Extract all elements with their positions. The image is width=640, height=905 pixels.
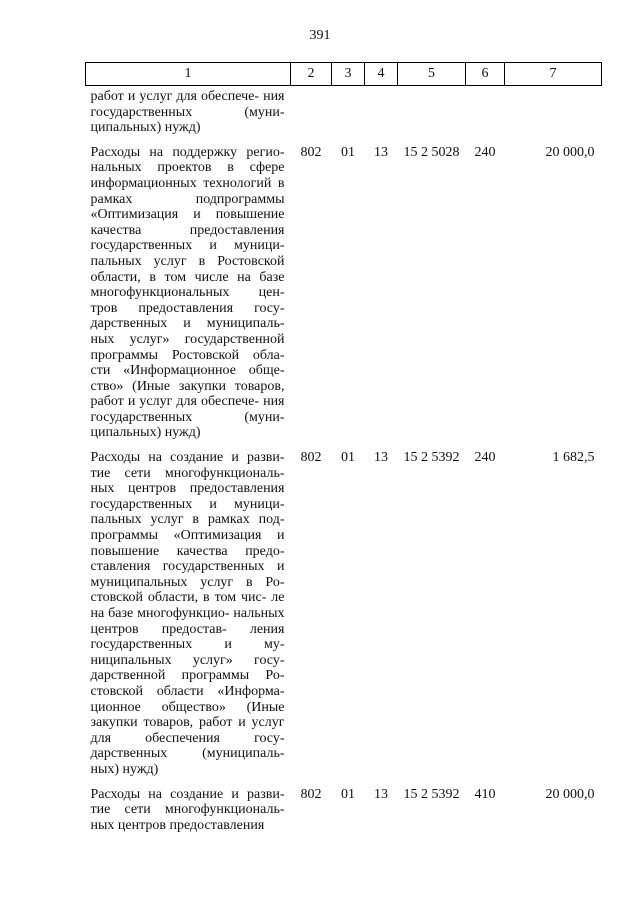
table-body	[86, 86, 602, 834]
row-col-5	[398, 86, 466, 136]
row-col-5: 15 2 5392	[403, 450, 460, 466]
column-header-5: 5	[398, 63, 466, 86]
row-col-6	[466, 86, 505, 136]
row-description: работ и услуг для обеспече- ния государственных (муни- ципальных) нужд)	[90, 89, 285, 136]
table-row	[86, 441, 602, 777]
budget-table	[85, 62, 602, 833]
row-col-3: 01	[341, 450, 355, 466]
header-row	[86, 63, 602, 86]
page-number: 391	[309, 28, 331, 43]
row-col-3	[332, 86, 365, 136]
row-col-5: 15 2 5392	[403, 786, 460, 802]
row-col-4: 13	[374, 786, 388, 802]
row-col-4: 13	[374, 144, 388, 160]
row-col-3: 01	[341, 786, 355, 802]
column-header-4: 4	[365, 63, 398, 86]
row-col-2	[291, 86, 332, 136]
row-description: Расходы на создание и разви- тие сети многофункциональ- ных центров предоставления	[90, 786, 285, 833]
row-amount: 20 000,0	[545, 144, 595, 160]
row-amount	[505, 86, 602, 136]
row-col-3: 01	[341, 144, 355, 160]
table-header	[86, 63, 602, 86]
row-description: Расходы на создание и разви- тие сети многофункциональ- ных центров предоставления государственных и муници- пальных услуг в рамках под- программы «Оптимизация и повышение качества предо- ставления государственных и муниципальных услуг в Ро- стовской области, в том чис- ле на базе многофункцио- нальных центров предостав- ления государственных и му- ниципальных услуг» госу- дарственной программы Ро- стовской области «Информа- ционное общество» (Иные закупки товаров, работ и услуг для обеспечения госу- дарственных (муниципаль- ных) нужд)	[90, 450, 285, 777]
table-row	[86, 86, 602, 136]
table-row	[86, 136, 602, 441]
row-col-6: 240	[474, 144, 496, 160]
row-amount: 20 000,0	[545, 786, 595, 802]
table-row	[86, 778, 602, 834]
row-col-2: 802	[300, 786, 322, 802]
row-col-6: 410	[474, 786, 496, 802]
row-description: Расходы на поддержку регио- нальных проектов в сфере информационных технологий в рамках подпрограммы «Оптимизация и повышение качества предоставления государственных и муници- пальных услуг в Ростовской области, в том числе на базе многофункциональных цен- тров предоставления госу- дарственных и муниципаль- ных услуг» государственной программы Ростовской обла- сти «Информационное обще- ство» (Иные закупки товаров, работ и услуг для обеспече- ния государственных (муни- ципальных) нужд)	[90, 144, 285, 441]
column-header-2: 2	[291, 63, 332, 86]
row-col-4	[365, 86, 398, 136]
column-header-7: 7	[505, 63, 602, 86]
column-header-6: 6	[466, 63, 505, 86]
row-col-2: 802	[300, 144, 322, 160]
row-amount: 1 682,5	[552, 450, 595, 466]
row-col-5: 15 2 5028	[403, 144, 460, 160]
row-col-4: 13	[374, 450, 388, 466]
column-header-1: 1	[86, 63, 291, 86]
row-col-2: 802	[300, 450, 322, 466]
row-col-6: 240	[474, 450, 496, 466]
column-header-3: 3	[332, 63, 365, 86]
